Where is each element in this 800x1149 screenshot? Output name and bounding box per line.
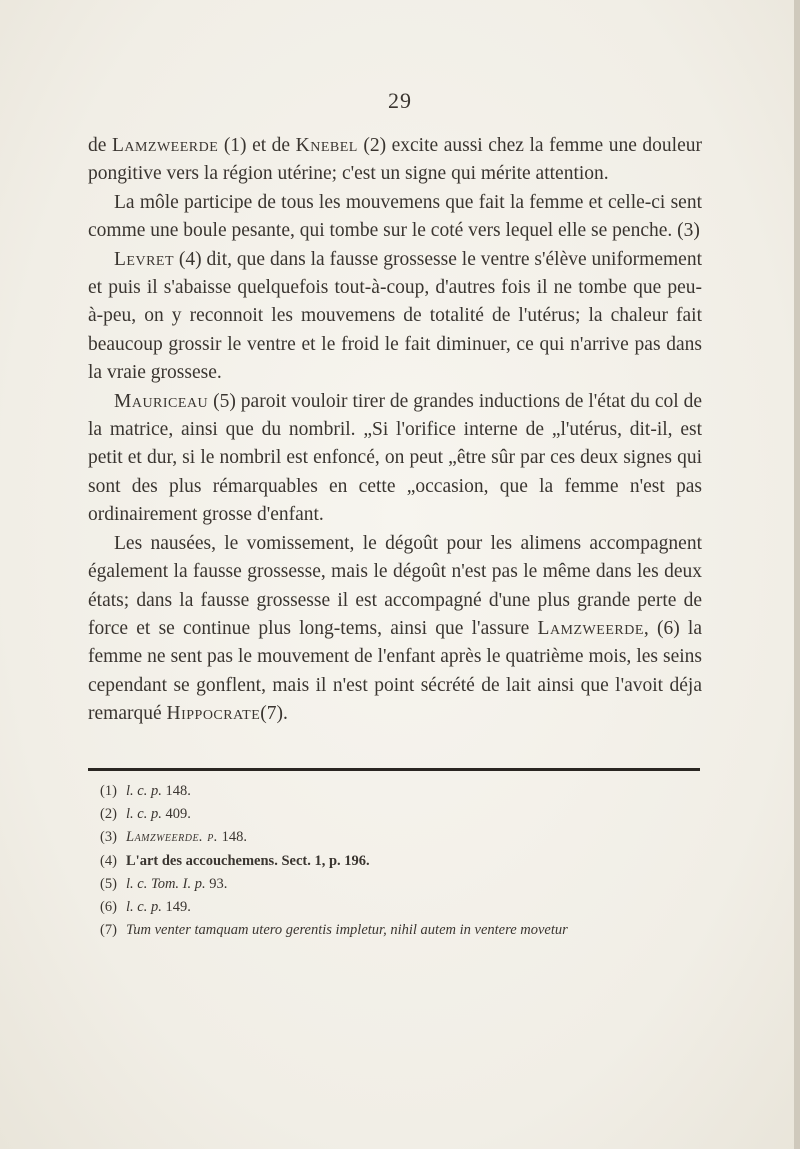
paragraph-text: La môle participe de tous les mouvemens que fait la femme et celle-ci sent comme une boule pesante, qui tombe sur le coté vers lequel elle se penche. (3) xyxy=(88,191,702,242)
paragraph-5 xyxy=(88,530,702,729)
footnote-number: (4) xyxy=(100,852,117,869)
footnotes xyxy=(100,780,700,942)
body-text xyxy=(88,132,702,729)
footnote-number: (1) xyxy=(100,783,117,799)
paragraph-text: Les nausées, le vomissement, le dégoût pour les alimens accompagnent également la fausse grossesse, mais le dégoût n'est pas le même dans les deux états; dans la fausse grossesse il est accompagné d'une plus grande perte de force et se continue plus long-tems, ainsi que l'assure xyxy=(88,532,702,639)
paragraph-text: de xyxy=(88,135,112,156)
paragraph-1 xyxy=(88,132,702,189)
footnote-text: l. c. p. xyxy=(126,899,162,916)
page-edge xyxy=(794,0,800,1149)
footnote-text: 93. xyxy=(205,875,228,892)
paragraph-text: (4) dit, que dans la fausse grossesse le ventre s'élève uniformement et puis il s'abaisse quelquefois tout-à-coup, d'autres fois il ne tombe que peu-à-peu, on y reconnoit les mouvemens de totalité de l'utérus; la chaleur fait beaucoup grossir le ventre et le froid le fait diminuer, ce qui n'arrive pas dans la vraie grossese. xyxy=(88,248,702,384)
author-name: Levret xyxy=(114,248,175,270)
footnote-rule xyxy=(88,768,700,771)
footnote-number: (3) xyxy=(100,829,117,846)
page-number: 29 xyxy=(388,88,412,113)
paragraph-text: (1) et de xyxy=(218,135,296,156)
paragraph-text: , (6) la femme ne sent pas le mouvement de l'enfant après le quatrième mois, les seins cependant se gonflent, mais il n'est point sécrété de lait ainsi que l'avoit déja remarqué xyxy=(88,617,703,725)
footnote-text: Tum venter tamquam utero gerentis impletur, nihil autem in ventere movetur xyxy=(126,922,568,939)
author-name: Mauriceau xyxy=(114,390,209,412)
author-name: Hippocrate xyxy=(166,703,261,725)
footnote-text: Lamzweerde. p. xyxy=(126,829,219,846)
footnote-number: (2) xyxy=(100,806,117,823)
footnote-number: (6) xyxy=(100,899,117,916)
footnote-number: (7) xyxy=(100,922,117,939)
footnote-text: 148. xyxy=(218,829,248,846)
paragraph-text: (5) paroit vouloir tirer de grandes inductions de l'état du col de la matrice, ainsi que du nombril. „Si l'orifice interne de „l'utérus, dit-il, est petit et dur, si le nombril est enfoncé, on peut „être sûr par ces deux signes qui sont des plus rémarquables en cette „occasion, que la femme n'est pas ordinairement grosse d'enfant. xyxy=(88,390,702,526)
footnote-number: (5) xyxy=(100,875,117,892)
footnote-text: L'art des accouchemens. Sect. 1, p. 196. xyxy=(126,852,370,869)
paragraph-text: (7). xyxy=(260,703,288,725)
footnote-text: l. c. Tom. I. p. xyxy=(126,875,206,892)
footnote-2 xyxy=(100,803,700,826)
footnote-6 xyxy=(100,896,700,919)
paragraph-3 xyxy=(88,246,702,388)
footnote-text: 149. xyxy=(161,899,191,916)
paragraph-4 xyxy=(88,388,702,530)
footnote-4 xyxy=(100,850,700,873)
footnote-3 xyxy=(100,826,700,849)
paragraph-text: (2) excite aussi chez la femme une douleur pongitive vers la région utérine; c'est un signe qui mérite attention. xyxy=(88,135,702,185)
author-name: Knebel xyxy=(295,135,358,156)
footnote-7 xyxy=(100,919,700,942)
author-name: Lamzweerde xyxy=(111,135,219,156)
footnote-1 xyxy=(100,780,700,803)
paragraph-2 xyxy=(88,189,702,246)
footnote-5 xyxy=(100,873,700,896)
footnote-text: 148. xyxy=(161,783,191,799)
footnote-text: l. c. p. xyxy=(126,806,162,823)
author-name: Lamzweerde xyxy=(537,617,644,639)
footnote-text: l. c. p. xyxy=(126,783,162,799)
footnote-text: 409. xyxy=(161,806,191,823)
